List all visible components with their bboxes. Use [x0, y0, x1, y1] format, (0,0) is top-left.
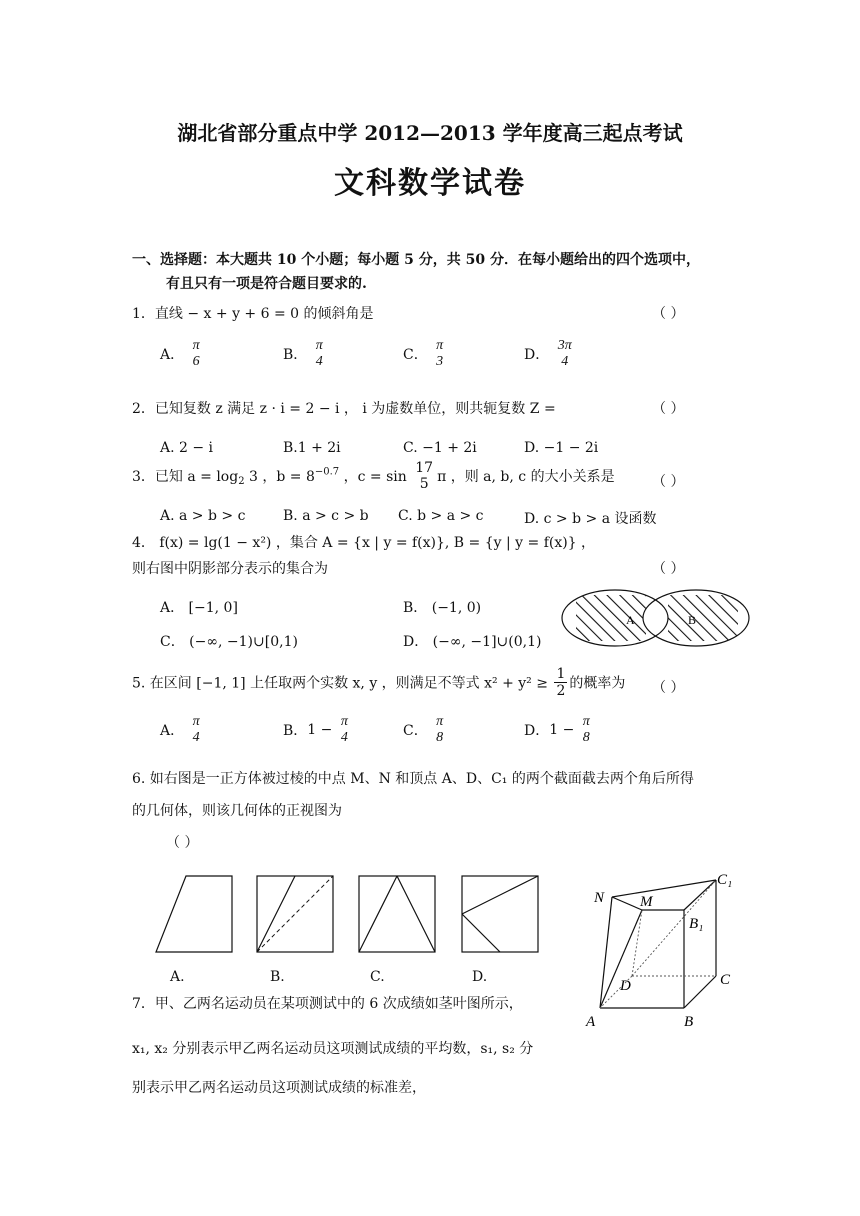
q3-option-d: D. c > b > a 设函数 — [524, 511, 657, 527]
q6-figure-c — [359, 876, 435, 952]
q1-option-d: D． 3π 4 — [524, 338, 572, 370]
q5-option-a: A． π 4 — [160, 714, 200, 746]
q2-option-b: B.1 + 2i — [283, 440, 341, 456]
q4-option-d: D． (−∞, −1]∪(0,1) — [403, 634, 542, 650]
q5-answer-paren: （ ） — [652, 680, 685, 696]
cube-label-a: A — [586, 1014, 596, 1030]
q5-option-b: B．1 − π 4 — [283, 714, 348, 746]
cube-label-b1: B₁ — [689, 916, 704, 932]
q6-option-label-d: D. — [472, 969, 488, 985]
q3-option-b: B. a > c > b — [283, 508, 369, 524]
q3-answer-paren: （ ） — [652, 474, 685, 490]
q1-stem: 1．直线 − x + y + 6 = 0 的倾斜角是 — [132, 306, 374, 322]
cube-figure — [578, 864, 748, 1034]
cube-label-m: M — [640, 894, 653, 910]
q3-option-c: C. b > a > c — [398, 508, 484, 524]
section1-heading-line1: 一、选择题：本大题共 10 个小题；每小题 5 分，共 50 分．在每小题给出的四个选项中， — [132, 252, 700, 268]
q7-line2: x₁, x₂ 分别表示甲乙两名运动员这项测试成绩的平均数，s₁, s₂ 分 — [132, 1041, 534, 1057]
q2-answer-paren: （ ） — [652, 401, 685, 417]
q1-option-b: B． π 4 — [283, 338, 323, 370]
q7-line1: 7．甲、乙两名运动员在某项测试中的 6 次成绩如茎叶图所示， — [132, 996, 523, 1012]
q6-option-label-b: B. — [270, 969, 285, 985]
q4-stem-line1: 4． f(x) = lg(1 − x²) ，集合 A = {x | y = f(x)}, B = {y | y = f(x)} ， — [132, 535, 596, 551]
q6-option-label-c: C. — [370, 969, 385, 985]
q6-option-label-a: A. — [170, 969, 185, 985]
q5-stem: 5. 在区间 [−1, 1] 上任取两个实数 x, y ，则满足不等式 x² + y² ≥ $\frac{1}{2}$ 的概率为 — [132, 666, 626, 700]
q1-answer-paren: （ ） — [652, 306, 685, 322]
q2-option-c: C. −1 + 2i — [403, 440, 477, 456]
cube-label-b: B — [684, 1014, 694, 1030]
q6-figure-b — [257, 876, 333, 952]
q1-option-c: C． π 3 — [403, 338, 444, 370]
q6-figure-d — [462, 876, 538, 952]
venn-label-b: B — [688, 613, 697, 627]
q4-stem-line2: 则右图中阴影部分表示的集合为 — [132, 561, 328, 577]
section1-heading-line2: 有且只有一项是符合题目要求的. — [166, 276, 367, 292]
q3-stem: 3．已知 $a = \log_2 3$ ，$b = 8^{-0.7}$ ，c = sin 17 5 π ，则 a, b, c 的大小关系是 — [132, 460, 615, 493]
q6-answer-paren: （ ） — [166, 835, 199, 851]
venn-diagram — [558, 585, 750, 651]
q4-option-a: A． [−1, 0] — [160, 600, 238, 616]
cube-label-c1: C₁ — [717, 872, 733, 888]
cube-label-n: N — [594, 890, 605, 906]
cube-label-c: C — [720, 972, 731, 988]
q6-stem-line2: 的几何体，则该几何体的正视图为 — [132, 803, 342, 819]
q2-option-d: D. −1 − 2i — [524, 440, 599, 456]
q3-option-a: A. a > b > c — [160, 508, 246, 524]
q6-figure-a — [156, 876, 232, 952]
q2-stem: 2．已知复数 z 满足 z · i = 2 − i ， i 为虚数单位，则共轭复数 Z = — [132, 401, 556, 417]
cube-label-d: D — [620, 978, 631, 994]
q2-option-a: A. 2 − i — [160, 440, 214, 456]
exam-title-line1: 湖北省部分重点中学 2012—2013 学年度高三起点考试 — [177, 121, 683, 145]
q4-option-c: C． (−∞, −1)∪[0,1) — [160, 634, 298, 650]
exam-title-line2: 文科数学试卷 — [334, 166, 526, 201]
q5-option-d: D．1 − π 8 — [524, 714, 590, 746]
q6-stem-line1: 6. 如右图是一正方体被过棱的中点 M、N 和顶点 A、D、C₁ 的两个截面截去两个角后所得 — [132, 771, 694, 787]
q7-line3: 别表示甲乙两名运动员这项测试成绩的标准差， — [132, 1080, 426, 1096]
q6-option-figures — [150, 872, 590, 956]
q5-option-c: C． π 8 — [403, 714, 444, 746]
q1-option-a: A． π 6 — [160, 338, 200, 370]
venn-label-a: A — [626, 613, 635, 627]
q4-answer-paren: （ ） — [652, 561, 685, 577]
q4-option-b: B． (−1, 0) — [403, 600, 482, 616]
